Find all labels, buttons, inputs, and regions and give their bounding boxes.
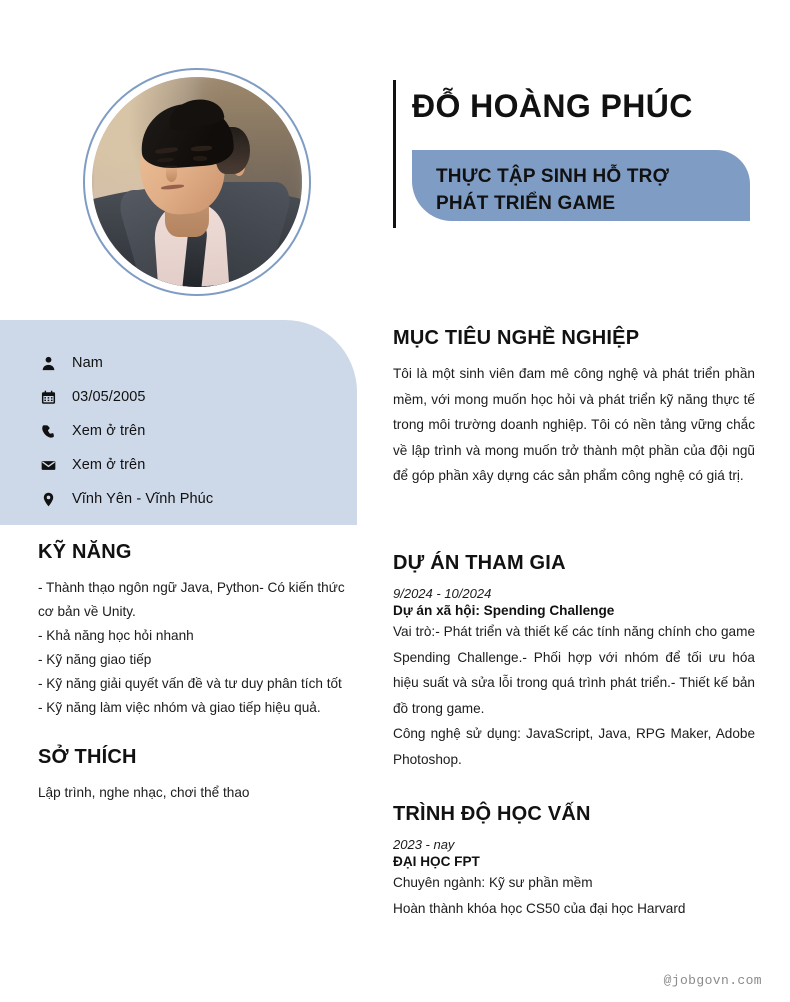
person-icon <box>41 356 63 371</box>
photo-eye-right <box>193 156 208 160</box>
skills-title: KỸ NĂNG <box>38 541 132 563</box>
contact-value-birthdate: 03/05/2005 <box>72 389 146 405</box>
contact-value-gender: Nam <box>72 355 103 371</box>
contact-item-gender <box>41 346 321 380</box>
skills-section <box>38 541 358 720</box>
projects-title: DỰ ÁN THAM GIA <box>393 552 566 574</box>
skills-line: - Kỹ năng giao tiếp <box>38 652 152 667</box>
contact-value-address: Vĩnh Yên - Vĩnh Phúc <box>72 491 214 507</box>
contact-item-phone <box>41 414 321 448</box>
objective-section <box>393 327 755 489</box>
job-title-line-1: THỰC TẬP SINH HỖ TRỢ <box>436 166 670 187</box>
project-role: Vai trò:- Phát triển và thiết kế các tính năng chính cho game Spending Challenge.- Phối hợp với nhóm để tối ưu hóa hiệu suất và sửa lỗi trong quá trình phát triển.- Thiết kế bản đồ trong game. <box>393 624 755 716</box>
watermark: @jobgovn.com <box>663 973 762 988</box>
skills-line: - Kỹ năng làm việc nhóm và giao tiếp hiệu quả. <box>38 700 321 715</box>
projects-section <box>393 552 755 772</box>
education-title: TRÌNH ĐỘ HỌC VẤN <box>393 803 591 825</box>
objective-title: MỤC TIÊU NGHỀ NGHIỆP <box>393 327 640 349</box>
contact-value-email: Xem ở trên <box>72 457 146 473</box>
contact-list <box>41 346 321 516</box>
education-major: Chuyên ngành: Kỹ sư phần mềm <box>393 875 593 890</box>
page-title: ĐỖ HOÀNG PHÚC <box>412 88 693 124</box>
education-extra: Hoàn thành khóa học CS50 của đại học Harvard <box>393 900 686 916</box>
job-title-line-2: PHÁT TRIỂN GAME <box>436 193 616 214</box>
contact-item-email <box>41 448 321 482</box>
education-date: 2023 - nay <box>393 837 455 852</box>
hobbies-text: Lập trình, nghe nhạc, chơi thể thao <box>38 785 250 800</box>
contact-value-phone: Xem ở trên <box>72 423 146 439</box>
calendar-icon <box>41 390 63 405</box>
contact-item-birthdate <box>41 380 321 414</box>
avatar <box>92 77 302 287</box>
project-tech: Công nghệ sử dụng: JavaScript, Java, RPG Maker, Adobe Photoshop. <box>393 726 755 767</box>
project-name: Dự án xã hội: Spending Challenge <box>393 603 615 618</box>
project-date: 9/2024 - 10/2024 <box>393 586 492 601</box>
location-icon <box>41 492 63 507</box>
skills-line: - Kỹ năng giải quyết vấn đề và tư duy phân tích tốt <box>38 676 342 691</box>
contact-panel <box>0 320 357 525</box>
name-accent-bar <box>393 80 396 228</box>
avatar-frame <box>83 68 311 296</box>
job-title-text <box>436 163 669 217</box>
photo-nose <box>166 165 178 182</box>
education-school: ĐẠI HỌC FPT <box>393 854 480 869</box>
envelope-icon <box>41 458 63 473</box>
phone-icon <box>41 424 63 439</box>
hobbies-title: SỞ THÍCH <box>38 746 137 768</box>
objective-text: Tôi là một sinh viên đam mê công nghệ và phát triển phần mềm, với mong muốn học hỏi và phát triển kỹ năng thực tế trong môi trường doanh nghiệp. Tôi có nền tảng vững chắc về lập trình và mong muốn trở thành một phần của đội ngũ để góp phần xây dựng các sản phẩm công nghệ có giá trị. <box>393 366 755 483</box>
skills-line: - Khả năng học hỏi nhanh <box>38 628 194 643</box>
contact-item-address <box>41 482 321 516</box>
job-title-badge <box>412 150 750 221</box>
education-section <box>393 803 755 921</box>
hobbies-section <box>38 746 358 805</box>
skills-line: - Thành thạo ngôn ngữ Java, Python- Có kiến thức cơ bản về Unity. <box>38 580 345 619</box>
